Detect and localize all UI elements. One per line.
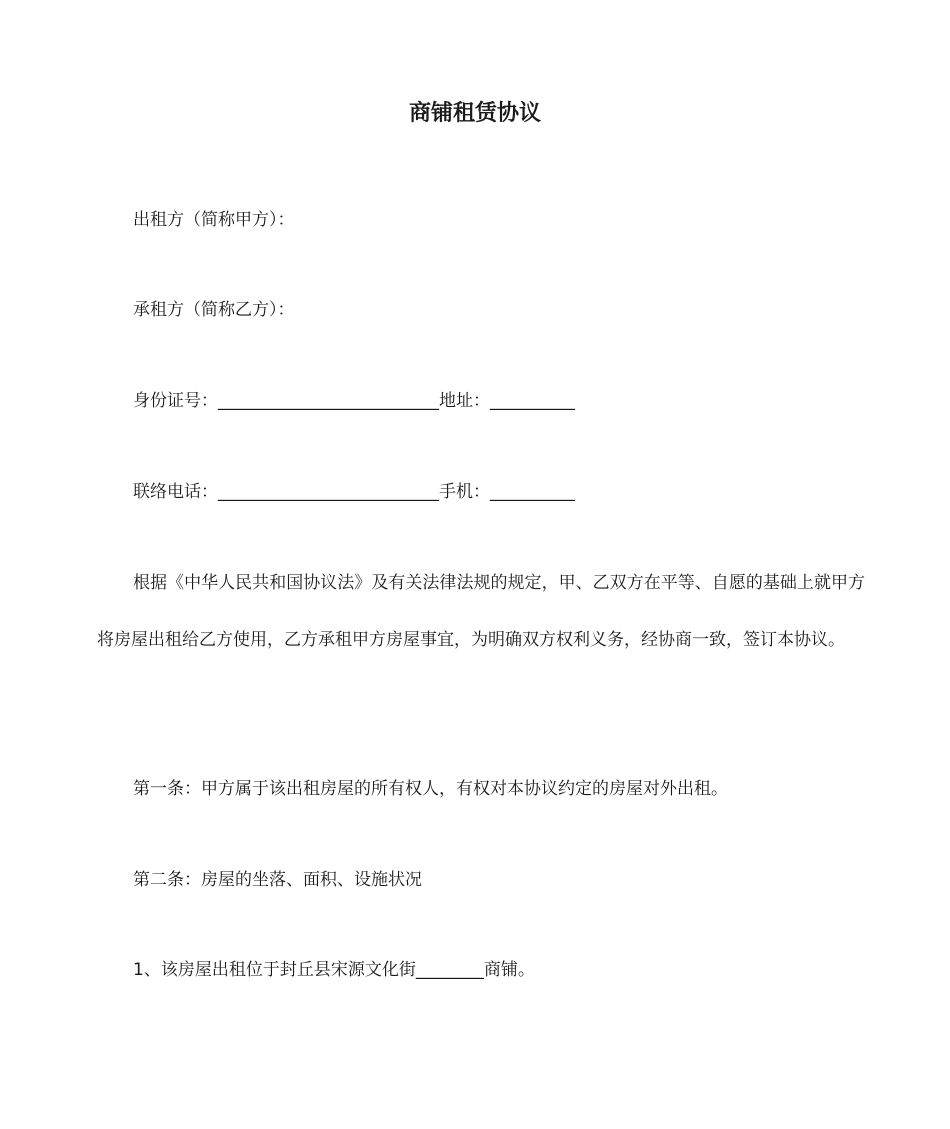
- intro-paragraph: 根据《中华人民共和国协议法》及有关法律法规的规定，甲、乙双方在平等、自愿的基础上就甲方将房屋出租给乙方使用，乙方承租甲方房屋事宜，为明确双方权利义务，经协商一致，签订本协议。: [97, 573, 865, 650]
- item-1: 1、该房屋出租位于封丘县宋源文化街________商铺。: [133, 960, 535, 980]
- article-2: 第二条：房屋的坐落、面积、设施状况: [133, 870, 422, 890]
- phone-mobile-line: 联络电话：__________________________手机：__________: [133, 482, 575, 502]
- document-title: 商铺租赁协议: [408, 101, 541, 126]
- lessor-label: 出租方（简称甲方）：: [133, 210, 295, 230]
- lessee-label: 承租方（简称乙方）：: [133, 300, 295, 320]
- article-1: 第一条：甲方属于该出租房屋的所有权人，有权对本协议约定的房屋对外出租。: [133, 779, 728, 799]
- id-address-line: 身份证号：__________________________地址：__________: [133, 391, 575, 411]
